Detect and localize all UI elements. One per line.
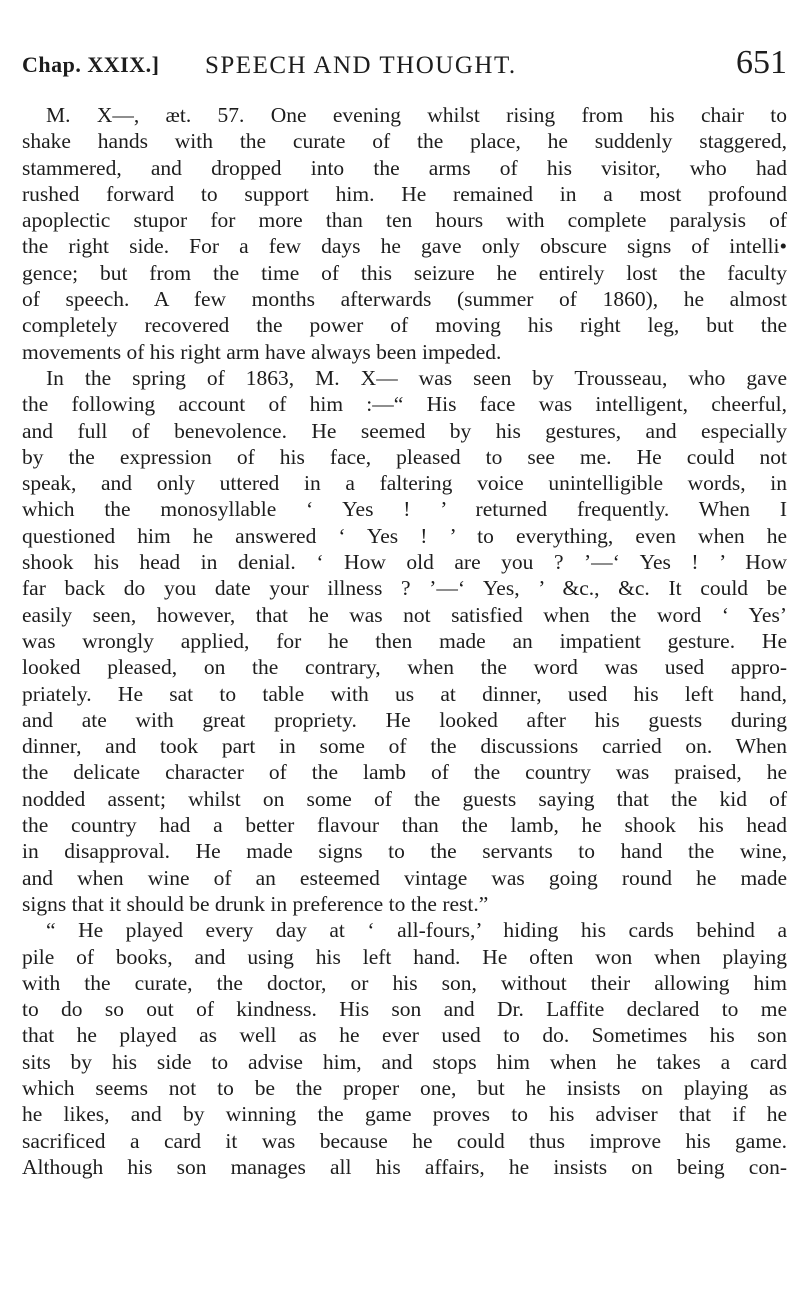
text-line: sits by his side to advise him, and stops him when he takes a card <box>22 1049 787 1074</box>
text-line: apoplectic stupor for more than ten hours with complete paralysis of <box>22 208 787 233</box>
text-line: speak, and only uttered in a faltering voice unintelligible words, in <box>22 471 787 496</box>
text-line: gence; but from the time of this seizure he entirely lost the faculty <box>22 260 787 285</box>
text-line: sacrificed a card it was because he could thus improve his game. <box>22 1128 787 1153</box>
text-line: nodded assent; whilst on some of the guests saying that the kid of <box>22 786 787 811</box>
text-line: Although his son manages all his affairs, he insists on being con- <box>22 1154 787 1179</box>
text-line: rushed forward to support him. He remained in a most profound <box>22 181 787 206</box>
text-line: he likes, and by winning the game proves to his adviser that if he <box>22 1102 787 1127</box>
text-line: and full of benevolence. He seemed by his gestures, and especially <box>22 418 787 443</box>
text-line: questioned him he answered ‘ Yes ! ’ to everything, even when he <box>22 523 787 548</box>
text-line: pile of books, and using his left hand. He often won when playing <box>22 944 787 969</box>
text-line: which the monosyllable ‘ Yes ! ’ returned frequently. When I <box>22 497 787 522</box>
text-line: looked pleased, on the contrary, when the word was used appro- <box>22 655 787 680</box>
text-line: far back do you date your illness ? ’—‘ Yes, ’ &c., &c. It could be <box>22 576 787 601</box>
text-line: stammered, and dropped into the arms of his visitor, who had <box>22 155 787 180</box>
text-line: by the expression of his face, pleased to see me. He could not <box>22 444 787 469</box>
text-line: with the curate, the doctor, or his son, without their allowing him <box>22 970 787 995</box>
text-line: to do so out of kindness. His son and Dr. Laffite declared to me <box>22 997 787 1022</box>
text-line: shook his head in denial. ‘ How old are you ? ’—‘ Yes ! ’ How <box>22 550 787 575</box>
text-line: “ He played every day at ‘ all-fours,’ hiding his cards behind a <box>46 918 787 943</box>
text-line: of speech. A few months afterwards (summer of 1860), he almost <box>22 287 787 312</box>
text-line: the delicate character of the lamb of the country was praised, he <box>22 760 787 785</box>
text-line: movements of his right arm have always been impeded. <box>22 339 502 364</box>
running-head <box>22 44 787 92</box>
page-number: 651 <box>736 44 787 81</box>
text-line: and when wine of an esteemed vintage was going round he made <box>22 865 787 890</box>
text-line: that he played as well as he ever used to do. Sometimes his son <box>22 1023 787 1048</box>
text-line: M. X—, æt. 57. One evening whilst rising from his chair to <box>46 103 787 127</box>
text-line: the country had a better flavour than the lamb, he shook his head <box>22 813 787 838</box>
chapter-label: Chap. XXIX.] <box>22 52 160 77</box>
running-title: SPEECH AND THOUGHT. <box>205 52 517 79</box>
text-line: which seems not to be the proper one, but he insists on playing as <box>22 1075 787 1100</box>
text-line: in disapproval. He made signs to the servants to hand the wine, <box>22 839 787 864</box>
text-line: was wrongly applied, for he then made an impatient gesture. He <box>22 628 787 653</box>
body-text <box>22 102 787 1180</box>
text-line: shake hands with the curate of the place, he suddenly staggered, <box>22 129 787 154</box>
text-line: In the spring of 1863, M. X— was seen by Trousseau, who gave <box>46 365 787 390</box>
text-line: priately. He sat to table with us at dinner, used his left hand, <box>22 681 787 706</box>
text-line: the right side. For a few days he gave only obscure signs of intelli• <box>22 234 787 259</box>
text-line: dinner, and took part in some of the discussions carried on. When <box>22 734 787 759</box>
text-line: easily seen, however, that he was not satisfied when the word ‘ Yes’ <box>22 602 787 627</box>
text-line: signs that it should be drunk in preference to the rest.” <box>22 891 489 916</box>
text-line: completely recovered the power of moving his right leg, but the <box>22 313 787 338</box>
text-line: and ate with great propriety. He looked after his guests during <box>22 707 787 732</box>
text-line: the following account of him :—“ His face was intelligent, cheerful, <box>22 392 787 417</box>
